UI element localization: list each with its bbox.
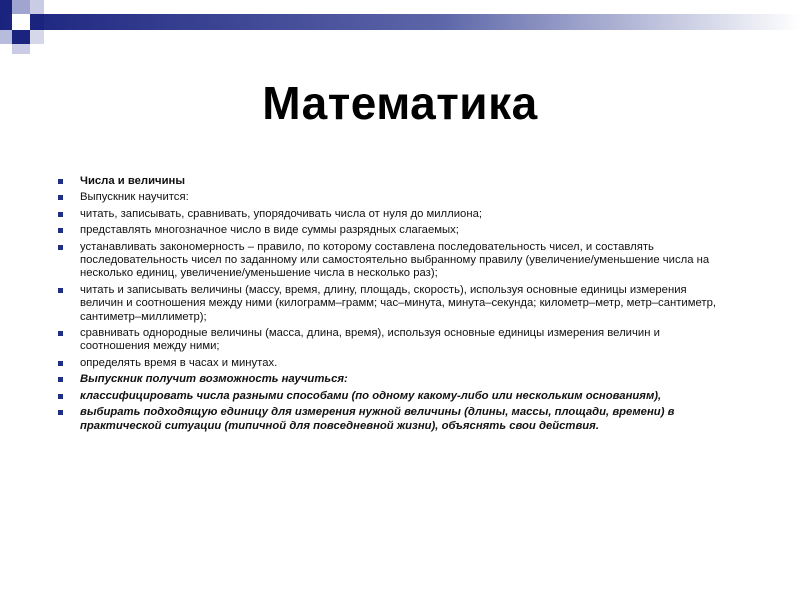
list-item — [58, 241, 718, 281]
list-item — [58, 373, 718, 386]
list-item-text: Выпускник научится: — [80, 191, 189, 204]
deco-square — [12, 30, 30, 44]
bullet-list — [58, 175, 718, 436]
list-item-text: представлять многозначное число в виде суммы разрядных слагаемых; — [80, 224, 459, 237]
bullet-square-icon — [58, 361, 63, 366]
list-item-text: Числа и величины — [80, 175, 186, 187]
bullet-square-icon — [58, 394, 63, 399]
list-item-text: читать и записывать величины (массу, время, длину, площадь, скорость), используя основные единицы измерения величин и соотношения между ними (килограмм–грамм; час–минута, минута–секунда; километр–метр, метр–сантиметр, сантиметр–миллиметр); — [80, 283, 716, 323]
list-item-text: выбирать подходящую единицу для измерения нужной величины (длины, массы, площади, времени) в практической ситуации (типичной для повседневной жизни), объяснять свои действия. — [80, 406, 675, 432]
list-item — [58, 390, 718, 403]
list-item-text: Выпускник получит возможность научиться: — [80, 373, 348, 386]
list-item — [58, 224, 718, 237]
bullet-square-icon — [58, 228, 63, 233]
deco-square — [0, 30, 12, 44]
list-item-text: читать, записывать, сравнивать, упорядочивать числа от нуля до миллиона; — [80, 207, 482, 220]
bullet-square-icon — [58, 212, 63, 217]
list-item — [58, 327, 718, 354]
header-gradient-bar — [0, 14, 800, 30]
deco-square — [12, 0, 30, 14]
bullet-square-icon — [58, 377, 63, 382]
list-item — [58, 191, 718, 204]
list-item-text: устанавливать закономерность – правило, по которому составлена последовательность чисел, и составлять последовательность чисел по заданному или самостоятельно выбранному правилу (увеличение/уменьшение числа на несколько единиц, увеличение/уменьшение числа в несколько раз); — [80, 240, 710, 280]
deco-square — [30, 0, 44, 14]
deco-square — [12, 14, 30, 30]
deco-square — [0, 0, 12, 14]
bullet-square-icon — [58, 331, 63, 336]
list-item — [58, 357, 718, 370]
list-item-text: определять время в часах и минутах. — [80, 356, 278, 369]
deco-square — [30, 14, 44, 30]
list-item — [58, 175, 718, 188]
bullet-square-icon — [58, 179, 63, 184]
deco-square — [30, 30, 44, 44]
slide-title: Математика — [262, 77, 538, 129]
bullet-square-icon — [58, 288, 63, 293]
bullet-square-icon — [58, 195, 63, 200]
list-item-text: классифицировать числа разными способами (по одному какому-либо или нескольким основаниям), — [80, 389, 662, 402]
list-item — [58, 208, 718, 221]
list-item — [58, 406, 718, 433]
list-item — [58, 284, 718, 324]
header-decoration — [0, 0, 800, 60]
bullet-square-icon — [58, 410, 63, 415]
deco-square — [12, 44, 30, 54]
bullet-square-icon — [58, 245, 63, 250]
list-item-text: сравнивать однородные величины (масса, длина, время), используя основные единицы измерения величин и соотношения между ними; — [80, 327, 660, 353]
